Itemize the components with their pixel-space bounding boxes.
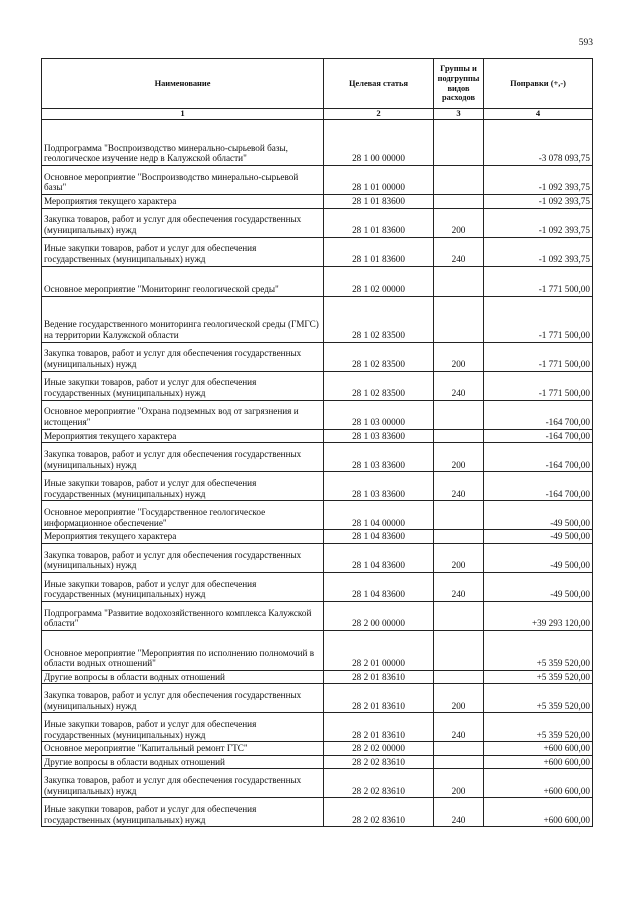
row-name: Закупка товаров, работ и услуг для обеспечения государственных (муниципальных) нужд xyxy=(42,208,324,237)
table-row xyxy=(42,195,593,209)
row-amount: -164 700,00 xyxy=(484,443,593,472)
row-name: Подпрограмма "Развитие водохозяйственного комплекса Калужской области" xyxy=(42,601,324,630)
table-row xyxy=(42,798,593,827)
table-row xyxy=(42,713,593,742)
row-amount: -164 700,00 xyxy=(484,472,593,501)
row-expense-group: 200 xyxy=(434,208,484,237)
row-expense-group xyxy=(434,755,484,769)
row-amount: -1 771 500,00 xyxy=(484,371,593,400)
header-name: Наименование xyxy=(42,59,324,109)
row-target-article: 28 2 01 83610 xyxy=(324,684,434,713)
row-name: Закупка товаров, работ и услуг для обеспечения государственных (муниципальных) нужд xyxy=(42,769,324,798)
row-target-article: 28 1 02 83500 xyxy=(324,342,434,371)
table-row xyxy=(42,742,593,756)
row-amount: -1 092 393,75 xyxy=(484,195,593,209)
row-expense-group xyxy=(434,429,484,443)
row-expense-group xyxy=(434,266,484,296)
row-expense-group xyxy=(434,501,484,530)
table-row xyxy=(42,601,593,630)
row-amount: +600 600,00 xyxy=(484,742,593,756)
table-row xyxy=(42,208,593,237)
column-number-row xyxy=(42,109,593,120)
row-amount: -49 500,00 xyxy=(484,543,593,572)
row-target-article: 28 1 02 00000 xyxy=(324,266,434,296)
row-amount: -3 078 093,75 xyxy=(484,120,593,166)
table-row xyxy=(42,166,593,195)
row-name: Мероприятия текущего характера xyxy=(42,195,324,209)
row-expense-group: 240 xyxy=(434,472,484,501)
row-name: Закупка товаров, работ и услуг для обеспечения государственных (муниципальных) нужд xyxy=(42,443,324,472)
row-name: Основное мероприятие "Мониторинг геологической среды" xyxy=(42,266,324,296)
table-row xyxy=(42,543,593,572)
row-amount: -49 500,00 xyxy=(484,572,593,601)
row-amount: -1 092 393,75 xyxy=(484,166,593,195)
row-amount: -1 092 393,75 xyxy=(484,237,593,266)
row-target-article: 28 1 04 83600 xyxy=(324,572,434,601)
row-expense-group: 240 xyxy=(434,713,484,742)
row-target-article: 28 1 01 83600 xyxy=(324,237,434,266)
header-amendments: Поправки (+,-) xyxy=(484,59,593,109)
row-target-article: 28 2 00 00000 xyxy=(324,601,434,630)
table-row xyxy=(42,530,593,544)
table-row xyxy=(42,501,593,530)
table-row xyxy=(42,443,593,472)
table-row xyxy=(42,630,593,670)
table-row xyxy=(42,400,593,429)
row-amount: +600 600,00 xyxy=(484,755,593,769)
row-target-article: 28 1 02 83500 xyxy=(324,371,434,400)
header-expense-groups: Группы и подгруппы видов расходов xyxy=(434,59,484,109)
row-target-article: 28 1 03 83600 xyxy=(324,472,434,501)
row-expense-group xyxy=(434,742,484,756)
row-target-article: 28 2 01 00000 xyxy=(324,630,434,670)
table-row xyxy=(42,266,593,296)
table-row xyxy=(42,755,593,769)
row-expense-group: 200 xyxy=(434,769,484,798)
row-target-article: 28 2 02 83610 xyxy=(324,755,434,769)
row-name: Иные закупки товаров, работ и услуг для обеспечения государственных (муниципальных) нужд xyxy=(42,572,324,601)
budget-table xyxy=(41,58,593,827)
row-amount: +5 359 520,00 xyxy=(484,684,593,713)
row-expense-group xyxy=(434,195,484,209)
row-expense-group: 240 xyxy=(434,371,484,400)
row-target-article: 28 2 02 83610 xyxy=(324,798,434,827)
row-name: Основное мероприятие "Государственное геологическое информационное обеспечение" xyxy=(42,501,324,530)
row-expense-group: 200 xyxy=(434,342,484,371)
row-name: Иные закупки товаров, работ и услуг для обеспечения государственных (муниципальных) нужд xyxy=(42,713,324,742)
row-target-article: 28 1 03 83600 xyxy=(324,429,434,443)
table-row xyxy=(42,342,593,371)
row-target-article: 28 2 01 83610 xyxy=(324,713,434,742)
row-target-article: 28 1 01 83600 xyxy=(324,195,434,209)
row-amount: -164 700,00 xyxy=(484,400,593,429)
row-expense-group: 200 xyxy=(434,443,484,472)
table-row xyxy=(42,684,593,713)
row-name: Иные закупки товаров, работ и услуг для обеспечения государственных (муниципальных) нужд xyxy=(42,798,324,827)
row-expense-group: 240 xyxy=(434,237,484,266)
row-name: Другие вопросы в области водных отношений xyxy=(42,755,324,769)
table-row xyxy=(42,572,593,601)
row-name: Основное мероприятие "Охрана подземных вод от загрязнения и истощения" xyxy=(42,400,324,429)
row-amount: +600 600,00 xyxy=(484,798,593,827)
row-name: Иные закупки товаров, работ и услуг для обеспечения государственных (муниципальных) нужд xyxy=(42,237,324,266)
row-amount: -164 700,00 xyxy=(484,429,593,443)
table-row xyxy=(42,237,593,266)
row-name: Иные закупки товаров, работ и услуг для обеспечения государственных (муниципальных) нужд xyxy=(42,371,324,400)
table-row xyxy=(42,296,593,342)
row-expense-group: 200 xyxy=(434,684,484,713)
table-row xyxy=(42,120,593,166)
row-target-article: 28 1 01 83600 xyxy=(324,208,434,237)
row-name: Основное мероприятие "Воспроизводство минерально-сырьевой базы" xyxy=(42,166,324,195)
row-name: Закупка товаров, работ и услуг для обеспечения государственных (муниципальных) нужд xyxy=(42,543,324,572)
row-name: Основное мероприятие "Капитальный ремонт ГТС" xyxy=(42,742,324,756)
row-name: Мероприятия текущего характера xyxy=(42,530,324,544)
row-name: Основное мероприятие "Мероприятия по исполнению полномочий в области водных отношений" xyxy=(42,630,324,670)
row-target-article: 28 1 01 00000 xyxy=(324,166,434,195)
row-target-article: 28 1 04 83600 xyxy=(324,530,434,544)
table-row xyxy=(42,472,593,501)
row-expense-group xyxy=(434,630,484,670)
row-name: Мероприятия текущего характера xyxy=(42,429,324,443)
header-target-article: Целевая статья xyxy=(324,59,434,109)
row-amount: +5 359 520,00 xyxy=(484,713,593,742)
column-number: 3 xyxy=(434,109,484,120)
table-row xyxy=(42,670,593,684)
row-target-article: 28 2 02 00000 xyxy=(324,742,434,756)
row-target-article: 28 1 03 00000 xyxy=(324,400,434,429)
row-target-article: 28 1 00 00000 xyxy=(324,120,434,166)
row-amount: +600 600,00 xyxy=(484,769,593,798)
row-amount: -1 771 500,00 xyxy=(484,266,593,296)
row-expense-group: 240 xyxy=(434,572,484,601)
column-number: 4 xyxy=(484,109,593,120)
row-target-article: 28 2 01 83610 xyxy=(324,670,434,684)
column-number: 2 xyxy=(324,109,434,120)
row-target-article: 28 1 04 83600 xyxy=(324,543,434,572)
row-amount: -49 500,00 xyxy=(484,501,593,530)
row-name: Закупка товаров, работ и услуг для обеспечения государственных (муниципальных) нужд xyxy=(42,342,324,371)
row-amount: +5 359 520,00 xyxy=(484,630,593,670)
row-amount: -1 771 500,00 xyxy=(484,342,593,371)
row-name: Закупка товаров, работ и услуг для обеспечения государственных (муниципальных) нужд xyxy=(42,684,324,713)
row-expense-group xyxy=(434,601,484,630)
row-target-article: 28 1 03 83600 xyxy=(324,443,434,472)
row-target-article: 28 1 04 00000 xyxy=(324,501,434,530)
column-number: 1 xyxy=(42,109,324,120)
page-number: 593 xyxy=(578,38,593,48)
table-row xyxy=(42,769,593,798)
row-target-article: 28 2 02 83610 xyxy=(324,769,434,798)
row-expense-group xyxy=(434,670,484,684)
row-expense-group xyxy=(434,296,484,342)
row-amount: -1 092 393,75 xyxy=(484,208,593,237)
table-row xyxy=(42,429,593,443)
row-expense-group xyxy=(434,400,484,429)
row-expense-group: 240 xyxy=(434,798,484,827)
row-name: Подпрограмма "Воспроизводство минерально-сырьевой базы, геологическое изучение недр в Калужской области" xyxy=(42,120,324,166)
row-amount: -1 771 500,00 xyxy=(484,296,593,342)
row-name: Другие вопросы в области водных отношений xyxy=(42,670,324,684)
row-expense-group xyxy=(434,530,484,544)
row-target-article: 28 1 02 83500 xyxy=(324,296,434,342)
row-expense-group xyxy=(434,120,484,166)
header-row xyxy=(42,59,593,109)
table-row xyxy=(42,371,593,400)
row-amount: -49 500,00 xyxy=(484,530,593,544)
row-name: Ведение государственного мониторинга геологической среды (ГМГС) на территории Калужской области xyxy=(42,296,324,342)
row-expense-group: 200 xyxy=(434,543,484,572)
row-expense-group xyxy=(434,166,484,195)
row-amount: +39 293 120,00 xyxy=(484,601,593,630)
row-name: Иные закупки товаров, работ и услуг для обеспечения государственных (муниципальных) нужд xyxy=(42,472,324,501)
row-amount: +5 359 520,00 xyxy=(484,670,593,684)
